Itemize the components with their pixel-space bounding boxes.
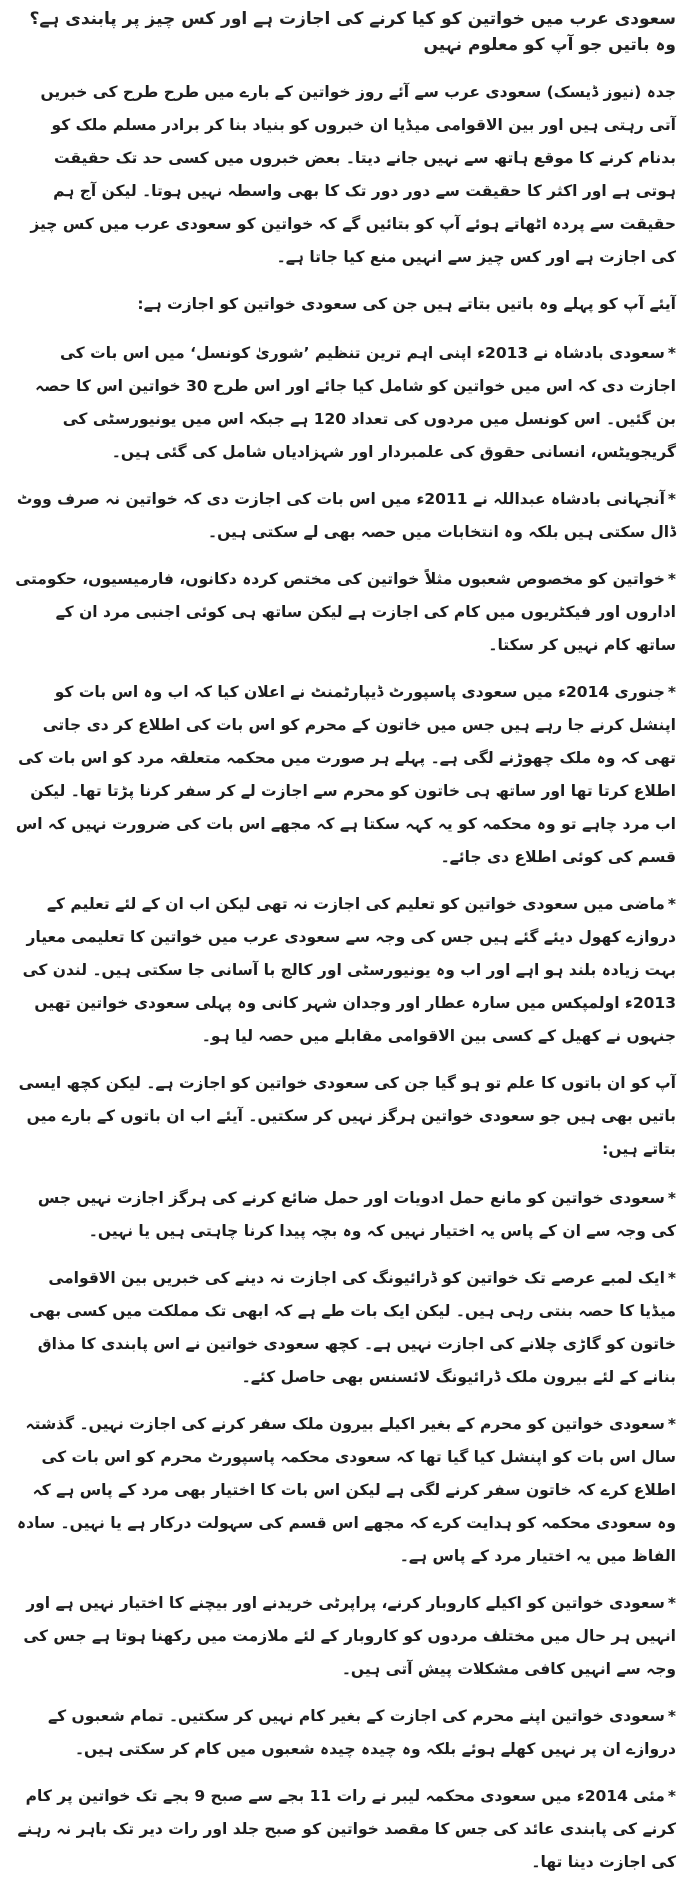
allowed-item — [14, 563, 676, 662]
restricted-item-text: سعودی خواتین کو محرم کے بغیر اکیلے بیرون ملک سفر کرنے کی اجازت نہیں۔ گذشتہ سال اس بات کو اپنشل کیا گیا تھا کہ سعودی محکمہ پاسپورٹ محرم کو اس بات کی اطلاع کرے کہ خاتون سفر کرنے لگی ہے لیکن اس بات کا اختیار بھی مرد کے پاس ہے کہ وہ سعودی محکمہ کو ہدایت کرے کہ مجھے اس قسم کی سہولت درکار ہے یا نہیں۔ سادہ الفاظ میں یہ اختیار مرد کے پاس ہے۔ — [17, 1415, 676, 1565]
allowed-item — [14, 888, 676, 1053]
restricted-section-heading: آپ کو ان باتوں کا علم تو ہو گیا جن کی سعودی خواتین کو اجازت ہے۔ لیکن کچھ ایسی باتیں بھی ہیں جو سعودی خواتین ہرگز نہیں کر سکتیں۔ آیئے اب ان باتوں کے بارے میں بتاتے ہیں: — [18, 1074, 676, 1158]
restricted-item — [14, 1262, 676, 1394]
article-intro: جدہ (نیوز ڈیسک) سعودی عرب سے آئے روز خواتین کے بارے میں طرح طرح کی خبریں آتی رہتی ہیں اور بین الاقوامی میڈیا ان خبروں کو بنیاد بنا کر برادر مسلم ملک کو بدنام کرنے کا موقع ہاتھ سے نہیں جانے دیتا۔ بعض خبروں میں کسی حد تک حقیقت ہوتی ہے اور اکثر کا حقیقت سے دور دور تک کا بھی واسطہ نہیں ہوتا۔ لیکن آج ہم حقیقت سے پردہ اٹھاتے ہوئے آپ کو بتائیں گے کہ خواتین کو سعودی عرب میں کس چیز کی اجازت ہے اور کس چیز سے انہیں منع کیا جاتا ہے۔ — [30, 83, 676, 266]
bullet-marker: * — [667, 1787, 676, 1805]
allowed-item-text: آنجہانی بادشاہ عبداللہ نے 2011ء میں اس بات کی اجازت دی کہ خواتین نہ صرف ووٹ ڈال سکتی ہیں بلکہ وہ انتخابات میں حصہ بھی لے سکتی ہیں۔ — [16, 490, 676, 541]
bullet-marker: * — [667, 570, 676, 588]
restricted-item — [14, 1780, 676, 1879]
restricted-item-text: ایک لمبے عرصے تک خواتین کو ڈرائیونگ کی اجازت نہ دینے کی خبریں بین الاقوامی میڈیا کا حصہ بنتی رہی ہیں۔ لیکن ایک بات طے ہے کہ ابھی تک مملکت میں کسی بھی خاتون کو گاڑی چلانے کی اجازت نہیں ہے۔ کچھ سعودی خواتین نے اس پابندی کا مذاق بنانے کے لئے بیرون ملک ڈرائیونگ لائسنس بھی حاصل کئے۔ — [29, 1269, 676, 1386]
bullet-marker: * — [667, 490, 676, 508]
allowed-item-text: خواتین کو مخصوص شعبوں مثلاً خواتین کی مختص کردہ دکانوں، فارمیسیوں، حکومتی اداروں اور فیکٹریوں میں کام کی اجازت ہے لیکن ساتھ ہی کوئی اجنبی مرد ان کے ساتھ کام نہیں کر سکتا۔ — [15, 570, 676, 654]
restricted-item-text: مئی 2014ء میں سعودی محکمہ لیبر نے رات 11 بجے سے صبح 9 بجے تک خواتین پر کام کرنے کی پابندی عائد کی جس کا مقصد خواتین کو صبح جلد اور رات دیر تک باہر نہ رہنے کی اجازت دینا تھا۔ — [17, 1787, 676, 1871]
allowed-item-text: جنوری 2014ء میں سعودی پاسپورٹ ڈیپارٹمنٹ نے اعلان کیا کہ اب وہ اس بات کو اپنشل کرنے جا رہے ہیں جس میں خاتون کے محرم کو اس بات کی اطلاع کر دی جاتی تھی کہ وہ ملک چھوڑنے لگی ہے۔ پہلے ہر صورت میں محکمہ متعلقہ مرد کو اس بات کی اطلاع کرتا تھا اور ساتھ ہی خاتون کو محرم سے اجازت لے کر سفر کرنا پڑتا تھا۔ لیکن اب مرد چاہے تو وہ محکمہ کو یہ کہہ سکتا ہے کہ مجھے اس بات کی ضرورت نہیں کہ اس قسم کی کوئی اطلاع دی جائے۔ — [15, 683, 676, 866]
restricted-item — [14, 1182, 676, 1248]
restricted-item-text: سعودی خواتین کو مانع حمل ادویات اور حمل ضائع کرنے کی ہرگز اجازت نہیں جس کی وجہ سے ان کے پاس یہ اختیار نہیں کہ وہ بچہ پیدا کرنا چاہتی ہیں یا نہیں۔ — [37, 1189, 676, 1240]
allowed-item — [14, 337, 676, 469]
bullet-marker: * — [667, 1707, 676, 1725]
bullet-marker: * — [667, 895, 676, 913]
allowed-item — [14, 676, 676, 874]
restricted-item — [14, 1700, 676, 1766]
bullet-marker: * — [667, 1189, 676, 1207]
restricted-item — [14, 1587, 676, 1686]
restricted-item — [14, 1408, 676, 1573]
bullet-marker: * — [667, 344, 676, 362]
allowed-item-text: ماضی میں سعودی خواتین کو تعلیم کی اجازت نہ تھی لیکن اب ان کے لئے تعلیم کے دروازے کھول دیئے گئے ہیں جس کی وجہ سے سعودی عرب میں خواتین کا تعلیمی معیار بہت زیادہ بلند ہو اہے اور اب وہ یونیورسٹی اور کالج با آسانی جا سکتی ہیں۔ لندن کی 2013ء اولمپکس میں سارہ عطار اور وجدان شہر کانی وہ پہلی سعودی خواتین تھیں جنہوں نے کھیل کے کسی بین الاقوامی مقابلے میں حصہ لیا ہو۔ — [22, 895, 676, 1045]
allowed-item — [14, 483, 676, 549]
article-title: سعودی عرب میں خواتین کو کیا کرنے کی اجازت ہے اور کس چیز پر پابندی ہے؟ وہ باتیں جو آپ کو معلوم نہیں — [29, 9, 676, 55]
bullet-marker: * — [667, 1415, 676, 1433]
bullet-marker: * — [667, 1594, 676, 1612]
allowed-section-heading: آیئے آپ کو پہلے وہ باتیں بتاتے ہیں جن کی سعودی خواتین کو اجازت ہے: — [137, 295, 676, 313]
bullet-marker: * — [667, 1269, 676, 1287]
restricted-item-text: سعودی خواتین اپنے محرم کی اجازت کے بغیر کام نہیں کر سکتیں۔ تمام شعبوں کے دروازے ان پر نہیں کھلے ہوئے بلکہ وہ چیدہ چیدہ شعبوں میں کام کر سکتی ہیں۔ — [48, 1707, 676, 1758]
allowed-item-text: سعودی بادشاہ نے 2013ء اپنی اہم ترین تنظیم ’شوریٰ کونسل‘ میں اس بات کی اجازت دی کہ اس میں خواتین کو شامل کیا جائے اور اس طرح 30 خواتین اس کا حصہ بن گئیں۔ اس کونسل میں مردوں کی تعداد 120 ہے جبکہ اس میں یونیورسٹی کی گریجویٹس، انسانی حقوق کی علمبردار اور شہزادیاں شامل کی گئی ہیں۔ — [35, 344, 676, 461]
bullet-marker: * — [667, 683, 676, 701]
restricted-item-text: سعودی خواتین کو اکیلے کاروبار کرنے، پراپرٹی خریدنے اور بیچنے کا اختیار نہیں ہے اور انہیں ہر حال میں مختلف مردوں کو کاروبار کے لئے ملازمت میں رکھنا ہوتا ہے جس کی وجہ سے انہیں کافی مشکلات پیش آتی ہیں۔ — [23, 1594, 676, 1678]
